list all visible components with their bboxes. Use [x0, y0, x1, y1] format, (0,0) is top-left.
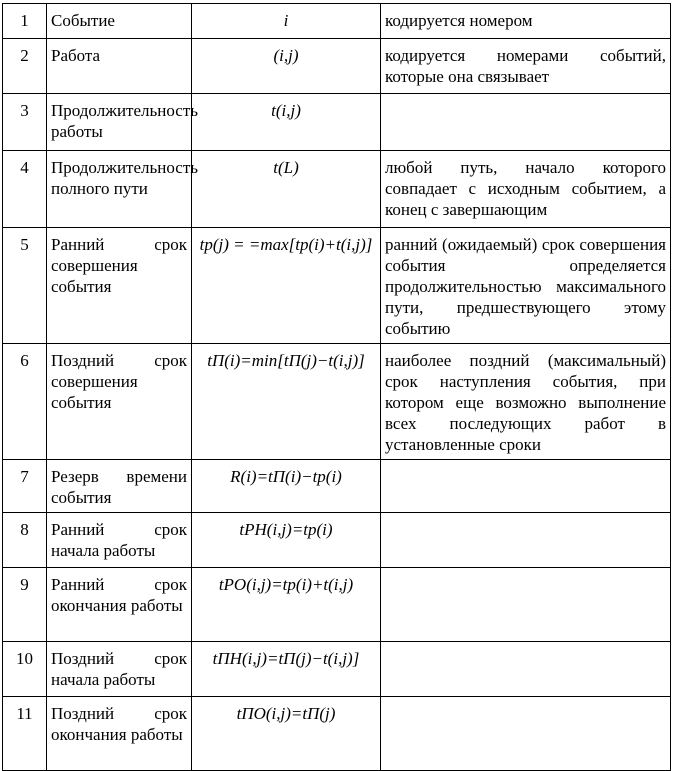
term-notation: t(L): [192, 151, 381, 228]
term-description: [381, 642, 671, 697]
row-number: 11: [3, 697, 47, 771]
term-notation: tП(i)=min[tП(j)−t(i,j)]: [192, 344, 381, 460]
row-number: 10: [3, 642, 47, 697]
row-number: 6: [3, 344, 47, 460]
term-description: [381, 697, 671, 771]
network-parameters-table: [2, 3, 671, 771]
term-description: [381, 568, 671, 642]
term-notation: R(i)=tП(i)−tр(i): [192, 460, 381, 513]
table-row: [3, 460, 671, 513]
term-description: [381, 513, 671, 568]
term-notation: (i,j): [192, 39, 381, 94]
term-description: ранний (ожидаемый) срок совершения события определяется продолжительностью максимального пути, предшествующего этому событию: [381, 228, 671, 344]
table-row: [3, 39, 671, 94]
table-row: [3, 344, 671, 460]
row-number: 8: [3, 513, 47, 568]
term-name: Поздний срок начала работы: [47, 642, 192, 697]
term-notation: tPO(i,j)=tр(i)+t(i,j): [192, 568, 381, 642]
term-notation: t(i,j): [192, 94, 381, 151]
table-row: [3, 697, 671, 771]
row-number: 2: [3, 39, 47, 94]
term-description: любой путь, начало которого совпадает с исходным событием, а конец с завершающим: [381, 151, 671, 228]
term-name: Поздний срок окончания работы: [47, 697, 192, 771]
row-number: 1: [3, 4, 47, 39]
term-description: кодируется номерами событий, которые она связывает: [381, 39, 671, 94]
table-row: [3, 642, 671, 697]
table-row: [3, 513, 671, 568]
term-name: Продолжительность работы: [47, 94, 192, 151]
table-row: [3, 4, 671, 39]
row-number: 9: [3, 568, 47, 642]
row-number: 7: [3, 460, 47, 513]
term-name: Ранний срок окончания работы: [47, 568, 192, 642]
row-number: 3: [3, 94, 47, 151]
term-name: Событие: [47, 4, 192, 39]
term-notation: tПО(i,j)=tП(j): [192, 697, 381, 771]
term-name: Резерв времени события: [47, 460, 192, 513]
term-notation: i: [192, 4, 381, 39]
table-row: [3, 568, 671, 642]
term-notation: tp(j) = =max[tp(i)+t(i,j)]: [192, 228, 381, 344]
term-description: [381, 460, 671, 513]
row-number: 4: [3, 151, 47, 228]
table-row: [3, 228, 671, 344]
term-name: Работа: [47, 39, 192, 94]
table-row: [3, 94, 671, 151]
term-description: наиболее поздний (максимальный) срок наступления события, при котором еще возможно выполнение всех последующих работ в установленные сроки: [381, 344, 671, 460]
term-name: Поздний срок совершения события: [47, 344, 192, 460]
term-name: Ранний срок совершения события: [47, 228, 192, 344]
row-number: 5: [3, 228, 47, 344]
term-notation: tПН(i,j)=tП(j)−t(i,j)]: [192, 642, 381, 697]
term-description: [381, 94, 671, 151]
term-name: Ранний срок начала работы: [47, 513, 192, 568]
table-row: [3, 151, 671, 228]
term-description: кодируется номером: [381, 4, 671, 39]
term-notation: tPH(i,j)=tр(i): [192, 513, 381, 568]
term-name: Продолжительность полного пути: [47, 151, 192, 228]
